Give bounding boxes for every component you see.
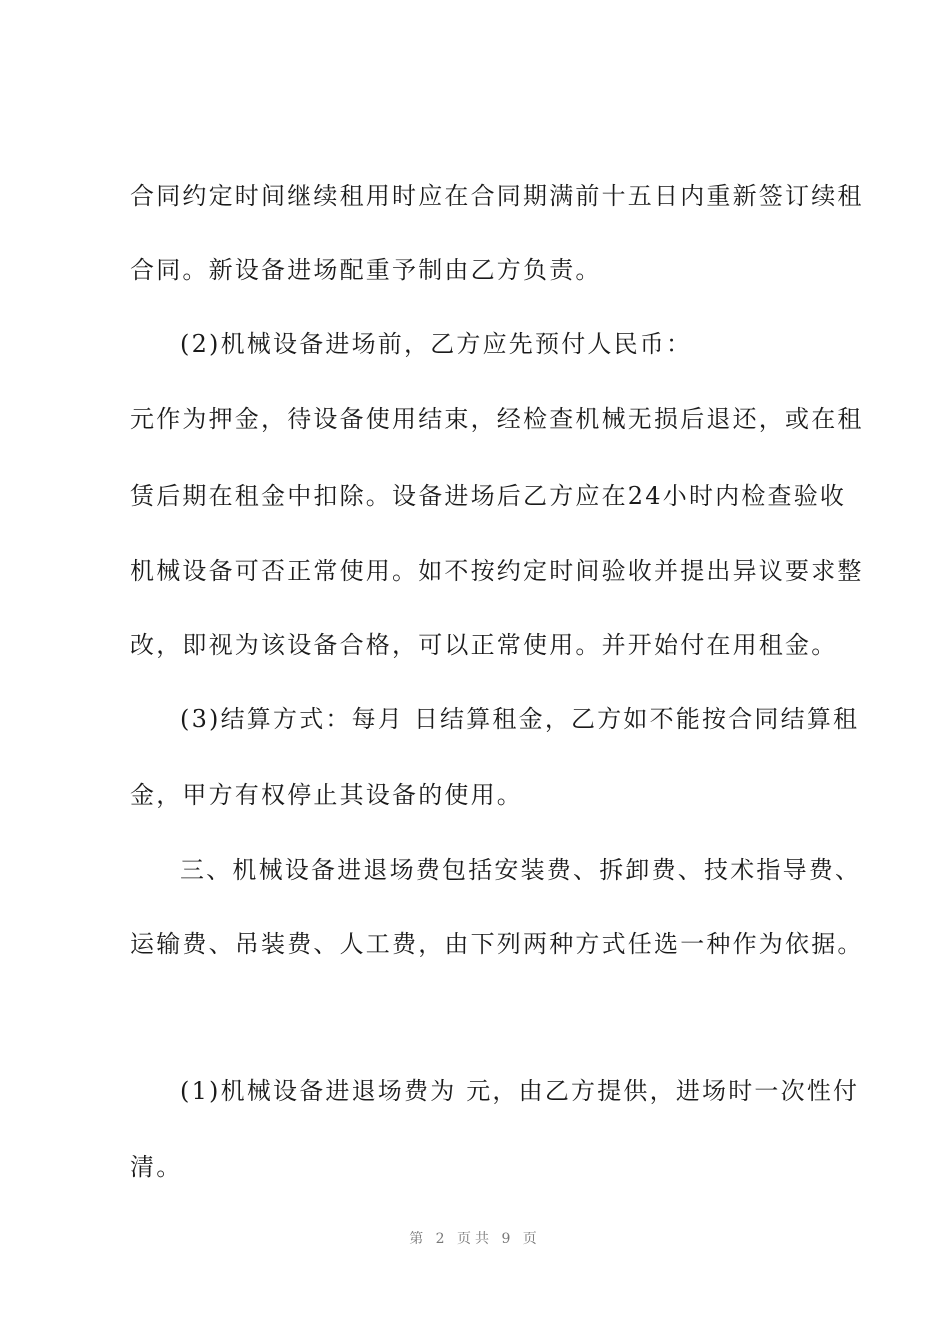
text-line: 机械设备可否正常使用。如不按约定时间验收并提出异议要求整 bbox=[130, 557, 864, 585]
text-line: 金，甲方有权停止其设备的使用。 bbox=[130, 781, 523, 809]
text-line: 三、机械设备进退场费包括安装费、拆卸费、技术指导费、 bbox=[180, 856, 862, 884]
text-line: 赁后期在租金中扣除。设备进场后乙方应在24小时内检查验收 bbox=[130, 482, 847, 510]
text-line: 合同。新设备进场配重予制由乙方负责。 bbox=[130, 256, 602, 284]
text-line: 运输费、吊装费、人工费，由下列两种方式任选一种作为依据。 bbox=[130, 930, 864, 958]
text-line: (1)机械设备进退场费为 元，由乙方提供，进场时一次性付 bbox=[180, 1077, 860, 1105]
text-line: 清。 bbox=[130, 1153, 183, 1181]
text-line: 元作为押金，待设备使用结束，经检查机械无损后退还，或在租 bbox=[130, 405, 864, 433]
text-line: 改，即视为该设备合格，可以正常使用。并开始付在用租金。 bbox=[130, 631, 838, 659]
text-line: (2)机械设备进场前，乙方应先预付人民币： bbox=[180, 330, 693, 358]
text-line: (3)结算方式：每月 日结算租金，乙方如不能按合同结算租 bbox=[180, 705, 860, 733]
page-footer: 第 2 页共 9 页 bbox=[409, 1231, 541, 1247]
text-line: 合同约定时间继续租用时应在合同期满前十五日内重新签订续租 bbox=[130, 182, 864, 210]
